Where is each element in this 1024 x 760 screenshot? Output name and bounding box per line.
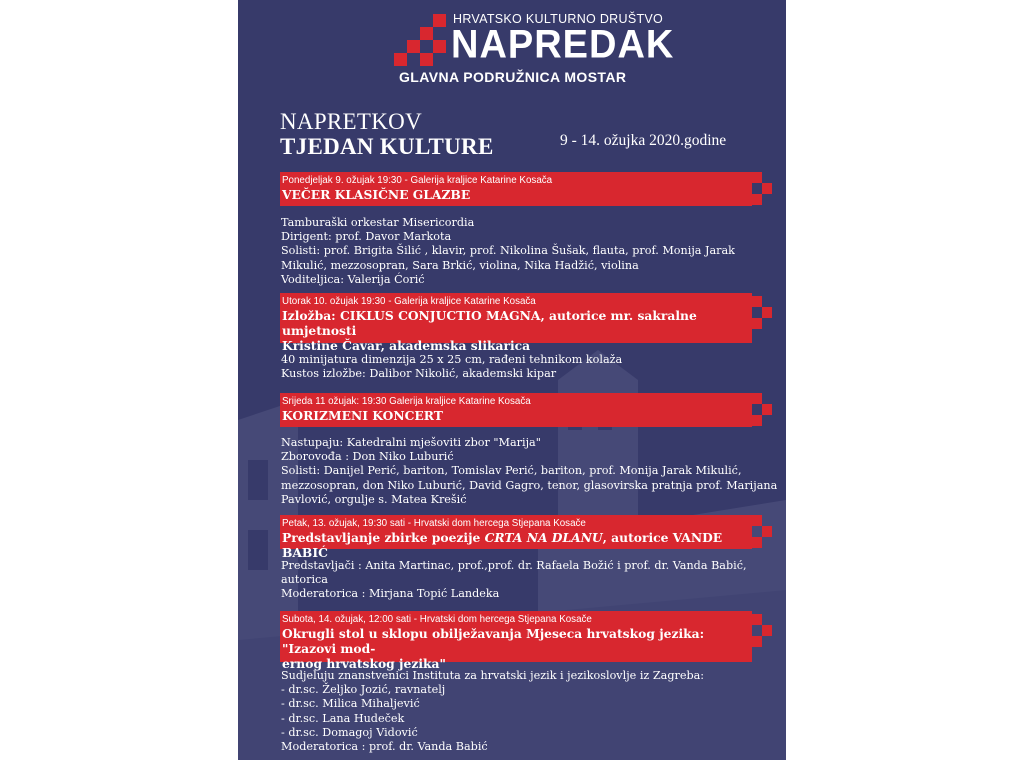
event-headline: KORIZMENI KONCERT: [282, 408, 443, 423]
event-headline: [280, 530, 752, 562]
banner-tab: [752, 296, 762, 307]
event-meta: Srijeda 11 ožujak: 19:30 Galerija kraljice Katarine Kosača: [282, 396, 531, 407]
detail-line: - dr.sc. Domagoj Vidović: [281, 725, 418, 739]
event-details-2: [281, 353, 751, 381]
logo-square: [407, 40, 420, 53]
event-headline-line-1: Izložba: CIKLUS CONJUCTIO MAGNA, autorice mr. sakralne umjetnosti: [282, 308, 697, 338]
detail-line: 40 minijatura dimenzija 25 x 25 cm, rađeni tehnikom kolaža: [281, 353, 623, 366]
event-details-1: [281, 216, 751, 287]
detail-line: - dr.sc. Milica Mihaljević: [281, 697, 420, 711]
banner-tab: [762, 307, 772, 318]
logo-square: [420, 53, 433, 66]
detail-line: Zborovođa : Don Niko Luburić: [281, 450, 454, 464]
logo-square: [420, 27, 433, 40]
detail-line: Moderatorica : prof. dr. Vanda Babić: [281, 740, 488, 754]
event-banner-1: [280, 172, 752, 206]
detail-line: Solisti: prof. Brigita Šilić , klavir, prof. Nikolina Šušak, flauta, prof. Monija Jarak: [281, 244, 735, 258]
event-headline: VEČER KLASIČNE GLAZBE: [282, 187, 471, 202]
detail-line: - dr.sc. Željko Jozić, ravnatelj: [281, 683, 446, 697]
event-dates: 9 - 14. ožujka 2020.godine: [560, 132, 727, 149]
banner-tab: [752, 415, 762, 426]
event-details-5: [281, 669, 751, 754]
poster: [238, 0, 786, 760]
headline-suffix: , autorice VANDE BABIĆ: [282, 530, 723, 560]
detail-line: Moderatorica : Mirjana Topić Landeka: [281, 587, 500, 601]
detail-line: Sudjeluju znanstvenici Instituta za hrvatski jezik i jezikoslovlje iz Zagreba:: [281, 669, 705, 682]
detail-line: mezzosopran, don Niko Luburić, David Gagro, tenor, glasovirska pratnja prof. Marijana: [281, 478, 778, 492]
banner-tab: [762, 183, 772, 194]
event-banner-4: [280, 515, 752, 560]
title-line-2: TJEDAN KULTURE: [280, 134, 494, 159]
event-meta: Subota, 14. ožujak, 12:00 sati - Hrvatski dom hercega Stjepana Kosače: [282, 614, 592, 625]
detail-line: Mikulić, mezzosopran, Sara Brkić, violina, Nika Hadžić, violina: [281, 258, 639, 272]
banner-tab: [762, 526, 772, 537]
event-banner-3: [280, 393, 752, 427]
detail-line: Dirigent: prof. Davor Markota: [281, 230, 452, 244]
banner-tab: [752, 172, 762, 183]
event-meta: Utorak 10. ožujak 19:30 - Galerija kraljice Katarine Kosača: [282, 296, 536, 307]
brand-name: NAPREDAK: [451, 22, 675, 68]
detail-line: Tamburaški orkestar Misericordia: [281, 216, 475, 229]
banner-tab: [752, 318, 762, 329]
event-headline-line-2: Kristine Čavar, akademska slikarica: [282, 338, 531, 353]
detail-line: Pavlović, orgulje s. Matea Krešić: [281, 492, 467, 506]
page-title: [280, 110, 494, 160]
detail-line: Nastupaju: Katedralni mješoviti zbor "Marija": [281, 436, 541, 449]
event-banner-2: [280, 293, 752, 353]
detail-line: Solisti: Danijel Perić, bariton, Tomislav Perić, bariton, prof. Monija Jarak Mikulić,: [281, 464, 742, 478]
banner-tab: [762, 404, 772, 415]
event-details-3: [281, 436, 778, 507]
headline-prefix: Predstavljanje zbirke poezije: [282, 530, 485, 545]
logo-square: [433, 14, 446, 27]
detail-line: Kustos izložbe: Dalibor Nikolić, akademski kipar: [281, 367, 557, 381]
banner-tab: [752, 393, 762, 404]
detail-line: Voditeljica: Valerija Ćorić: [281, 272, 425, 286]
logo-square: [433, 40, 446, 53]
banner-tab: [752, 614, 762, 625]
branch-name: GLAVNA PODRUŽNICA MOSTAR: [399, 69, 627, 85]
title-line-1: NAPRETKOV: [280, 109, 422, 134]
banner-tab: [752, 194, 762, 205]
banner-tab: [762, 625, 772, 636]
detail-line: autorica: [281, 573, 328, 587]
event-banner-5: [280, 611, 752, 671]
event-headline-line-1: Okrugli stol u sklopu obilježavanja Mjeseca hrvatskog jezika: "Izazovi mod-: [282, 626, 705, 656]
detail-line: - dr.sc. Lana Hudeček: [281, 711, 405, 725]
banner-tab: [752, 636, 762, 647]
organization-name: HRVATSKO KULTURNO DRUŠTVO: [453, 12, 664, 26]
logo-square: [394, 53, 407, 66]
event-meta: Ponedjeljak 9. ožujak 19:30 - Galerija kraljice Katarine Kosača: [282, 175, 553, 186]
banner-tab: [752, 537, 762, 548]
banner-tab: [752, 515, 762, 526]
event-meta: Petak, 13. ožujak, 19:30 sati - Hrvatski dom hercega Stjepana Kosače: [282, 518, 586, 529]
event-headline-line-2: ernog hrvatskog jezika": [282, 656, 446, 671]
detail-line: Predstavljači : Anita Martinac, prof.,prof. dr. Rafaela Božić i prof. dr. Vanda Babić,: [281, 559, 747, 572]
logo-block: [238, 0, 786, 100]
event-details-4: [281, 559, 751, 602]
book-title: CRTA NA DLANU: [484, 530, 603, 545]
